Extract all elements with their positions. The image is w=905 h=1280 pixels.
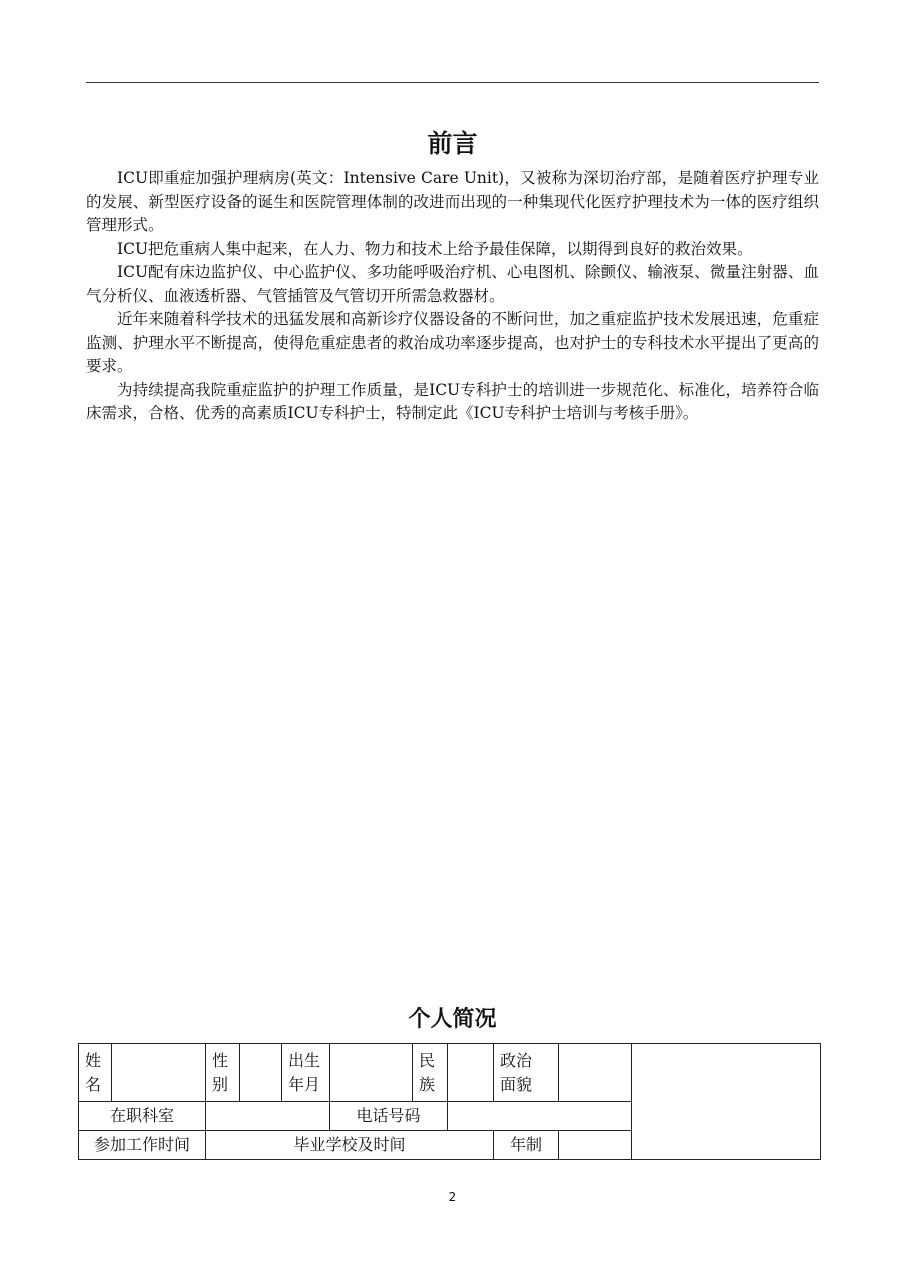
field-ethnicity[interactable] xyxy=(448,1044,494,1102)
label-birth: 出生年月 xyxy=(288,1050,321,1094)
label-program-length: 年制 xyxy=(494,1131,559,1160)
label-political-cell xyxy=(494,1044,559,1102)
label-department: 在职科室 xyxy=(79,1102,206,1131)
label-ethnicity: 民族 xyxy=(419,1050,436,1094)
field-name[interactable] xyxy=(112,1044,206,1102)
photo-cell[interactable] xyxy=(632,1044,821,1160)
label-political-status: 政治面貌 xyxy=(500,1050,533,1094)
label-name-cell xyxy=(79,1044,112,1102)
label-birth-cell xyxy=(282,1044,330,1102)
label-name: 姓名 xyxy=(85,1050,102,1094)
field-department[interactable] xyxy=(206,1102,330,1131)
preface-body xyxy=(86,167,819,426)
preface-paragraph-1: ICU即重症加强护理病房(英文：Intensive Care Unit)，又被称为深切治疗部，是随着医疗护理专业的发展、新型医疗设备的诞生和医院管理体制的改进而出现的一种集现代化医疗护理技术为一体的医疗组织管理形式。 xyxy=(86,169,819,234)
field-program-length[interactable] xyxy=(559,1131,632,1160)
profile-table xyxy=(78,1043,821,1160)
profile-title: 个人简况 xyxy=(408,1007,497,1032)
label-phone: 电话号码 xyxy=(330,1102,448,1131)
field-gender[interactable] xyxy=(240,1044,282,1102)
preface-paragraph-2: ICU把危重病人集中起来，在人力、物力和技术上给予最佳保障，以期得到良好的救治效果。 xyxy=(117,239,753,258)
field-phone[interactable] xyxy=(448,1102,632,1131)
label-school: 毕业学校及时间 xyxy=(206,1131,494,1160)
preface-paragraph-5: 为持续提高我院重症监护的护理工作质量，是ICU专科护士的培训进一步规范化、标准化，培养符合临床需求，合格、优秀的高素质ICU专科护士，特制定此《ICU专科护士培训与考核手册》。 xyxy=(86,380,819,422)
preface-paragraph-3: ICU配有床边监护仪、中心监护仪、多功能呼吸治疗机、心电图机、除颤仪、输液泵、微量注射器、血气分析仪、血液透析器、气管插管及气管切开所需急救器材。 xyxy=(86,263,819,305)
label-ethnicity-cell xyxy=(413,1044,448,1102)
profile-row-basic xyxy=(79,1044,821,1102)
header-rule xyxy=(86,82,819,83)
label-gender: 性别 xyxy=(212,1050,229,1094)
preface-paragraph-4: 近年来随着科学技术的迅猛发展和高新诊疗仪器设备的不断问世，加之重症监护技术发展迅速，危重症监测、护理水平不断提高，使得危重症患者的救治成功率逐步提高，也对护士的专科技术水平提出了更高的要求。 xyxy=(86,310,819,375)
label-work-start: 参加工作时间 xyxy=(79,1131,206,1160)
preface-title: 前言 xyxy=(427,129,478,158)
field-political-status[interactable] xyxy=(559,1044,632,1102)
field-birth[interactable] xyxy=(330,1044,413,1102)
label-gender-cell xyxy=(206,1044,240,1102)
page-number: 2 xyxy=(448,1190,457,1204)
